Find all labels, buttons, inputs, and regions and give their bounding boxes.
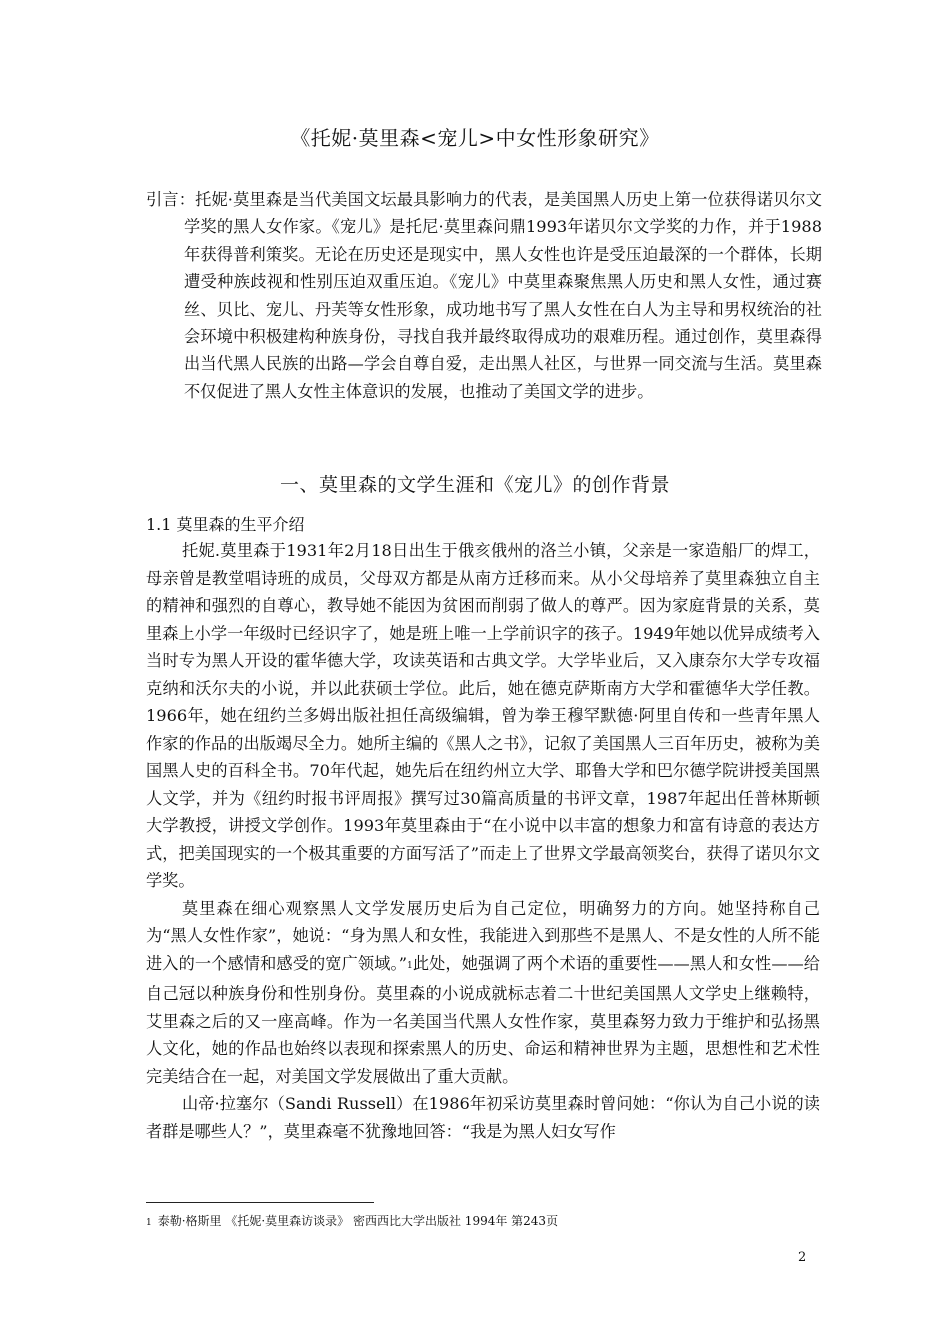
paragraph: 山帝·拉塞尔（Sandi Russell）在1986年初采访莫里森时曾问她：“你认为自己小说的读者群是哪些人？”，莫里森毫不犹豫地回答：“我是为黑人妇女写作 — [146, 1094, 820, 1141]
abstract-text: 引言：托妮·莫里森是当代美国文坛最具影响力的代表，是美国黑人历史上第一位获得诺贝尔文学奖的黑人女作家。《宠儿》是托尼·莫里森问鼎1993年诺贝尔文学奖的力作，并于1988年获得普利策奖。无论在历史还是现实中，黑人女性也许是受压迫最深的一个群体，长期遭受种族歧视和性别压迫双重压迫。《宠儿》中莫里森聚焦黑人历史和黑人女性，通过赛丝、贝比、宠儿、丹芙等女性形象，成功地书写了黑人女性在白人为主导和男权统治的社会环境中积极建构种族身份，寻找自我并最终取得成功的艰难历程。通过创作，莫里森得出当代黑人民族的出路—学会自尊自爱，走出黑人社区，与世界一同交流与生活。莫里森不仅促进了黑人女性主体意识的发展，也推动了美国文学的进步。 — [146, 190, 822, 401]
abstract — [146, 186, 822, 405]
paragraph: 托妮.莫里森于1931年2月18日出生于俄亥俄州的洛兰小镇，父亲是一家造船厂的焊工，母亲曾是教堂唱诗班的成员，父母双方都是从南方迁移而来。从小父母培养了莫里森独立自主的精神和强烈的自尊心，教导她不能因为贫困而削弱了做人的尊严。因为家庭背景的关系，莫里森上小学一年级时已经识字了，她是班上唯一上学前识字的孩子。1949年她以优异成绩考入当时专为黑人开设的霍华德大学，攻读英语和古典文学。大学毕业后，又入康奈尔大学专攻福克纳和沃尔夫的小说，并以此获硕士学位。此后，她在德克萨斯南方大学和霍德华大学任教。1966年，她在纽约兰多姆出版社担任高级编辑，曾为拳王穆罕默德·阿里自传和一些青年黑人作家的作品的出版竭尽全力。她所主编的《黑人之书》，记叙了美国黑人三百年历史，被称为美国黑人史的百科全书。70年代起，她先后在纽约州立大学、耶鲁大学和巴尔德学院讲授美国黑人文学，并为《纽约时报书评周报》撰写过30篇高质量的书评文章，1987年起出任普林斯顿大学教授，讲授文学创作。1993年莫里森由于“在小说中以丰富的想象力和富有诗意的表达方式，把美国现实的一个极其重要的方面写活了”而走上了世界文学最高领奖台，获得了诺贝尔文学奖。 — [146, 541, 820, 890]
page-number: 2 — [798, 1250, 807, 1265]
paragraph-text: 莫里森在细心观察黑人文学发展历史后为自己定位，明确努力的方向。她坚持称自己为“黑人女性作家”，她说：“身为黑人和女性，我能进入到那些不是黑人、不是女性的人所不能进入的一个感情和感受的宽广领域。” — [146, 898, 820, 973]
paragraph — [146, 895, 820, 1091]
section-heading: 一、莫里森的文学生涯和《宠儿》的创作背景 — [279, 474, 670, 496]
footnote-text: 泰勒·格斯里 《托妮·莫里森访谈录》 密西西比大学出版社 1994年 第243页 — [157, 1214, 559, 1228]
subsection-heading: 1.1 莫里森的生平介绍 — [146, 515, 305, 534]
footnote-reference: 1 — [406, 960, 413, 971]
footnote-divider — [146, 1202, 374, 1203]
paragraph-text: 此处，她强调了两个术语的重要性——黑人和女性——给自己冠以种族身份和性别身份。莫里森的小说成就标志着二十世纪美国黑人文学史上继赖特，艾里森之后的又一座高峰。作为一名美国当代黑人女性作家，莫里森努力致力于维护和弘扬黑人文化，她的作品也始终以表现和探索黑人的历史、命运和精神世界为主题，思想性和艺术性完美结合在一起，对美国文学发展做出了重大贡献。 — [146, 953, 820, 1086]
document-title: 《托妮·莫里森<宠儿>中女性形象研究》 — [290, 126, 660, 150]
footnote — [146, 1212, 558, 1229]
body-text — [146, 537, 820, 1145]
footnote-mark: 1 — [146, 1218, 152, 1228]
